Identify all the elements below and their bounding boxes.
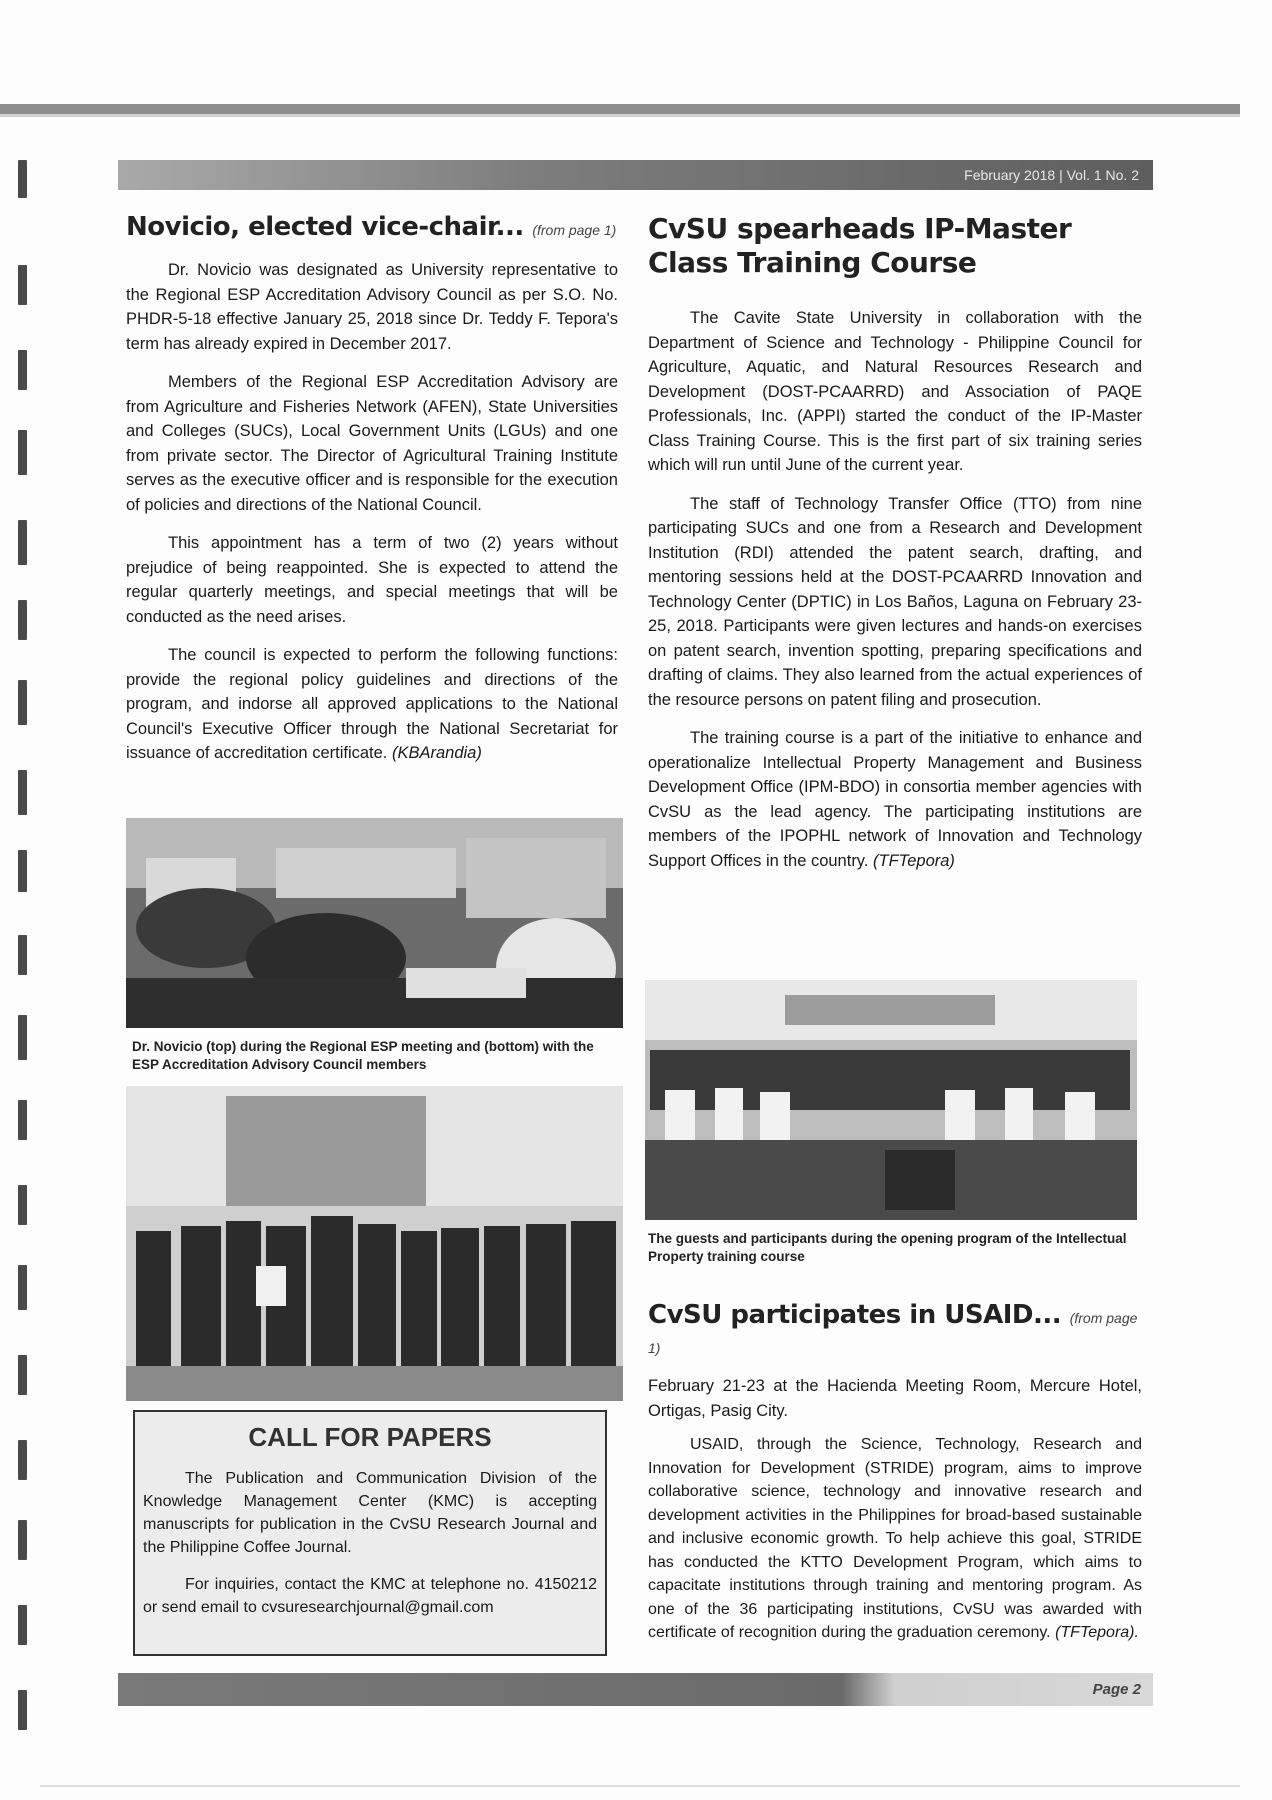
paragraph: Members of the Regional ESP Accreditation Advisory are from Agriculture and Fisheries Network (AFEN), State Universities and Colleges (SUCs), Local Government Units (LGUs) and one from private sector. The Director of Agricultural Training Institute serves as the executive officer and is responsible for the execution of policies and directions of the National Council. (126, 373, 618, 514)
byline: (TFTepora). (1055, 1624, 1139, 1641)
paragraph: The training course is a part of the initiative to enhance and operationalize Intellectual Property Management and Business Development Office (IPM-BDO) in consortia member agencies with CvSU as the lead agency. The participating institutions are members of the IPOPHL network of Innovation and Technology Support Offices in the country. (TFTepora) (648, 729, 1142, 870)
byline: (KBArandia) (391, 744, 482, 762)
page-number: Page 2 (1092, 1681, 1141, 1698)
article-usaid (648, 1300, 1142, 1645)
bottom-rule (40, 1785, 1240, 1787)
binder-mark (18, 265, 27, 305)
paragraph: USAID, through the Science, Technology, Research and Innovation for Development (STRIDE) program, aims to improve collaborative science, technology and innovative research and development activities in the Philippines for broad-based sustainable and inclusive economic growth. To help achieve this goal, STRIDE has conducted the KTTO Development Program, which aims to capacitate institutions through training and mentoring program. As one of the 36 participating institutions, CvSU was awarded with certificate of recognition during the graduation ceremony. (648, 1436, 1142, 1641)
paragraph: Dr. Novicio was designated as University representative to the Regional ESP Accreditation Advisory Council as per S.O. No. PHDR-5-18 effective January 25, 2018 since Dr. Teddy F. Tepora's term has already expired in December 2017. (126, 261, 618, 353)
call-for-papers-title: CALL FOR PAPERS (248, 1422, 492, 1452)
binder-mark (18, 1100, 27, 1140)
binder-mark (18, 520, 27, 565)
group-photo-image (126, 1086, 623, 1401)
article-title: CvSU spearheads IP-Master Class Training Course (648, 212, 1072, 279)
binder-mark (18, 1185, 27, 1225)
binder-mark (18, 1015, 27, 1060)
photo-esp-meeting (126, 818, 623, 1028)
call-for-papers-text: The Publication and Communication Division of the Knowledge Management Center (KMC) is accepting manuscripts for publication in the CvSU Research Journal and the Philippine Coffee Journal. (143, 1470, 597, 1556)
photo-accreditation-council (126, 1086, 623, 1401)
call-for-papers-box (133, 1410, 607, 1656)
photo-ip-training (645, 980, 1137, 1220)
top-rule-shadow (0, 114, 1240, 117)
binder-mark (18, 1355, 27, 1395)
binder-mark (18, 600, 27, 640)
binder-mark (18, 430, 27, 475)
paragraph: This appointment has a term of two (2) years without prejudice of being reappointed. She is expected to attend the regular quarterly meetings, and special meetings that will be conducted as the need arises. (126, 534, 618, 626)
binder-mark (18, 1520, 27, 1560)
binder-mark (18, 680, 27, 725)
caption-ip-training: The guests and participants during the opening program of the Intellectual Property training course (648, 1231, 1127, 1264)
paragraph: The staff of Technology Transfer Office (TTO) from nine participating SUCs and one from a Research and Development Institution (RDI) attended the patent search, drafting, and mentoring sessions held at the DOST-PCAARRD Innovation and Technology Center (DPTIC) in Los Baños, Laguna on February 23-25, 2018. Participants were given lectures and hands-on exercises on patent search, invention spotting, preparing specifications and drafting of claims. They also learned from the actual experiences of the resource persons on patent filing and prosecution. (648, 494, 1142, 709)
byline: (TFTepora) (873, 851, 955, 870)
binder-mark (18, 1265, 27, 1310)
article-novicio (126, 212, 618, 766)
continued-from: (from page 1) (532, 222, 617, 238)
caption-esp: Dr. Novicio (top) during the Regional ESP meeting and (bottom) with the ESP Accreditation Advisory Council members (132, 1039, 594, 1072)
binder-mark (18, 935, 27, 975)
training-photo-image (645, 980, 1137, 1220)
footer-bar (118, 1673, 1153, 1706)
top-rule (0, 104, 1240, 114)
article-title: CvSU participates in USAID... (from page 1) (648, 1300, 1138, 1356)
binder-mark (18, 350, 27, 390)
binder-mark (18, 1440, 27, 1480)
article-ip-master (648, 212, 1142, 873)
binder-mark (18, 160, 27, 198)
call-for-papers-contact: For inquiries, contact the KMC at telephone no. 4150212 or send email to cvsuresearchjournal@gmail.com (143, 1576, 597, 1616)
paragraph: February 21-23 at the Hacienda Meeting Room, Mercure Hotel, Ortigas, Pasig City. (648, 1377, 1142, 1420)
meeting-photo-image (126, 818, 623, 1028)
binder-mark (18, 770, 27, 815)
article-title: Novicio, elected vice-chair... (from page 1) (126, 212, 617, 242)
binder-mark (18, 1690, 27, 1730)
issue-label: February 2018 | Vol. 1 No. 2 (964, 167, 1139, 183)
binder-mark (18, 1605, 27, 1645)
binder-mark (18, 850, 27, 892)
paragraph: The Cavite State University in collaboration with the Department of Science and Technology - Philippine Council for Agriculture, Aquatic, and Natural Resources Research and Development (DOST-PCAARRD) and Association of PAQE Professionals, Inc. (APPI) started the conduct of the IP-Master Class Training Course. This is the first part of six training series which will run until June of the current year. (648, 309, 1142, 474)
paragraph: The council is expected to perform the following functions: provide the regional policy guidelines and directions of the program, and indorse all approved applications to the National Council's Executive Officer through the National Secretariat for issuance of accreditation certificate. (KBArandia) (126, 646, 618, 762)
continued-from: (from page 1) (648, 1310, 1138, 1356)
issue-header-bar (118, 160, 1153, 190)
